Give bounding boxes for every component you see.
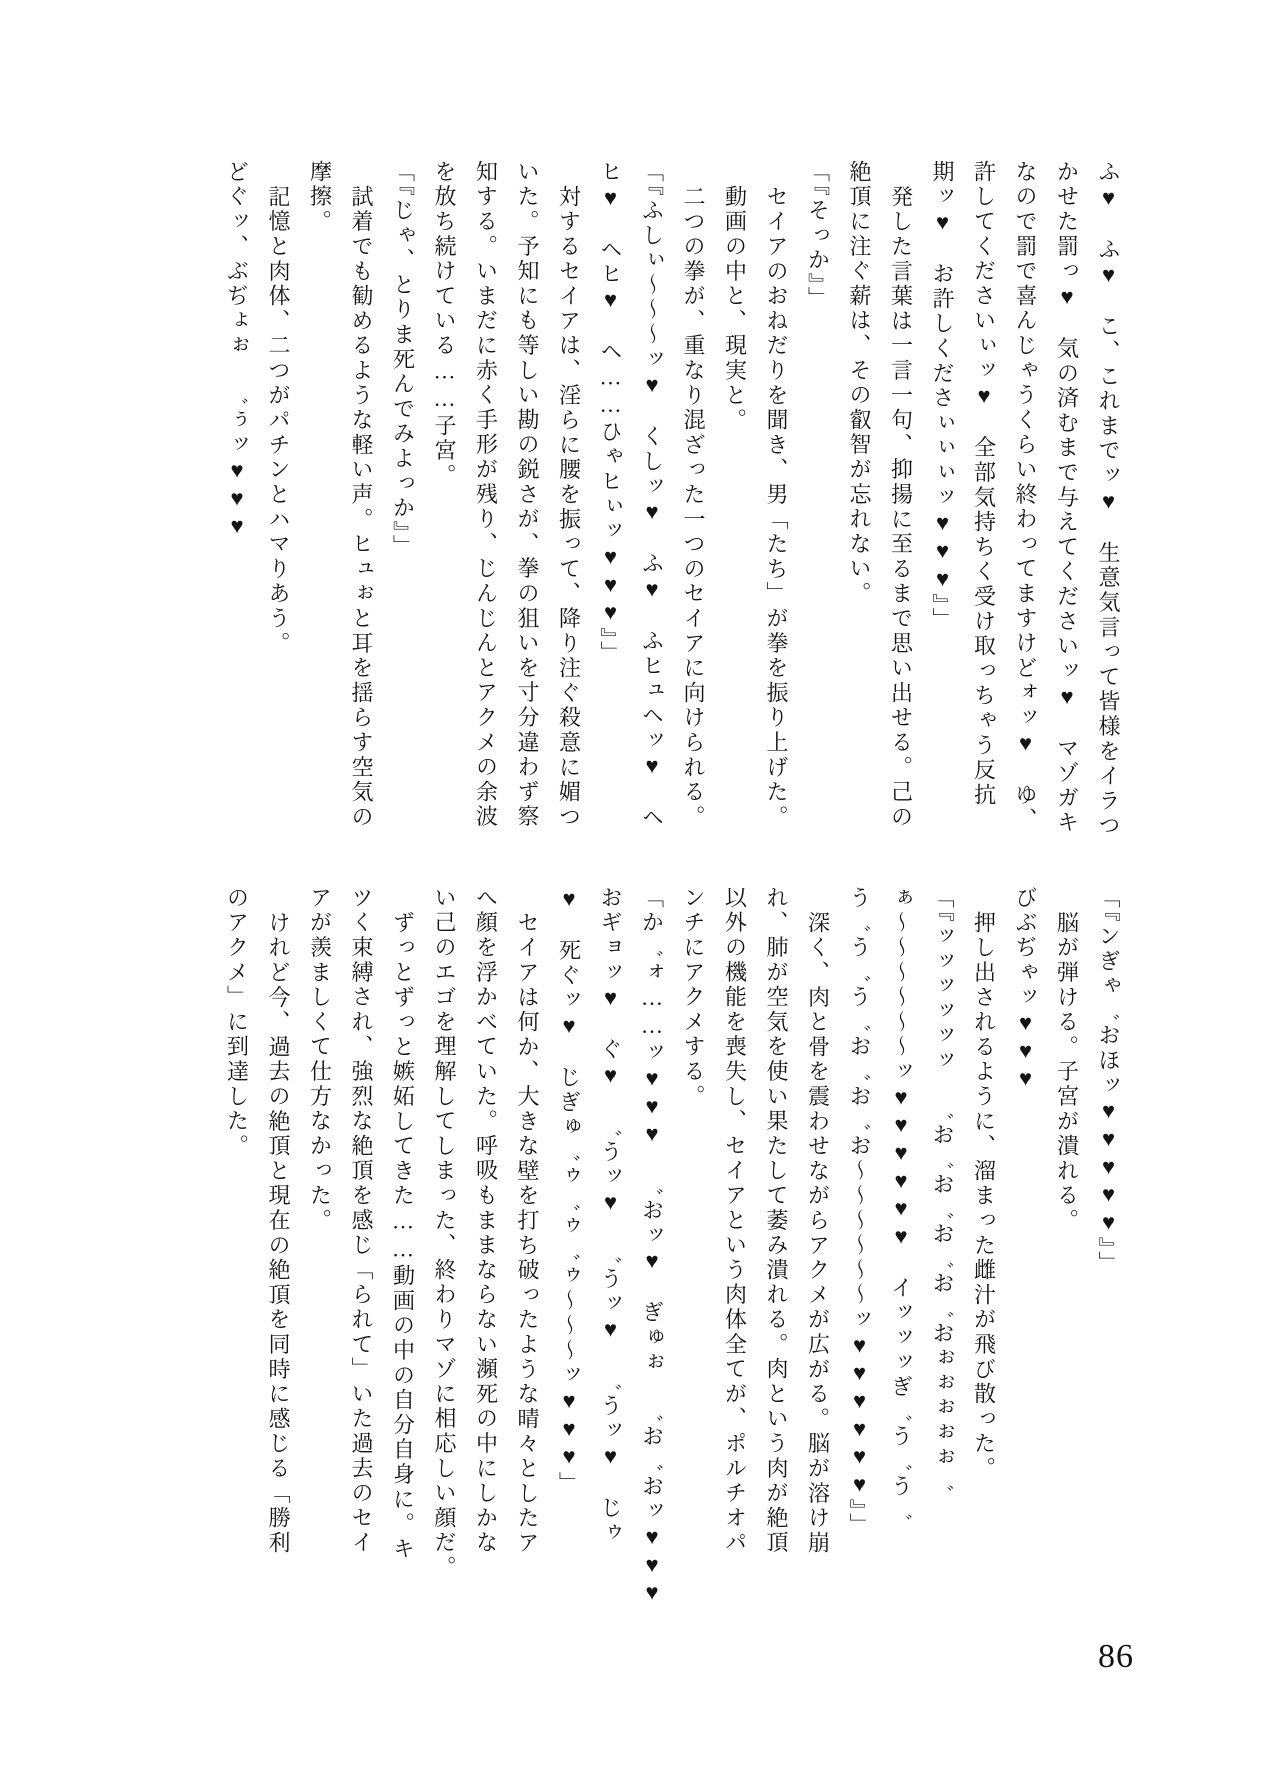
text-column: 深く、肉と骨を震わせながらアクメが広がる。脳が溶け崩 [805,911,831,1556]
text-column: 脳が弾ける。子宮が潰れる。 [1054,911,1080,1234]
text-block-bottom [216,886,1129,1608]
text-column: ふ♥ ふ♥ こ、これまでッ♥ 生意気言って皆様をイラつ [1096,160,1121,839]
text-column: 以外の機能を喪失し、セイアという肉体全てが、ポルチオパ [722,886,748,1556]
text-column: セイアは何か、大きな壁を打ち破ったような晴々としたア [515,911,540,1556]
text-column: 絶頂に注ぐ薪は、その叡智が忘れない。 [847,160,872,607]
text-column: い己のエゴを理解してしまった、終わりマゾに相応しい顔だ。 [432,886,457,1581]
text-column: アが羨ましくて仕方なかった。 [307,886,333,1234]
text-column: 許してくださいぃッ♥ 全部気持ちく受け取っちゃう反抗 [971,160,997,808]
text-column: かせた罰っ♥ 気の済むまで与えてくださいッ♥ マゾガキ [1054,160,1080,836]
text-column: ぁ〜〜〜〜〜〜ッ♥♥♥♥♥♥ イッッッぎ゛う゛う゛ [888,886,914,1524]
text-column: へ顔を浮かべていた。呼吸もままならない瀕死の中にしかな [473,886,499,1556]
text-column: れ、肺が空気を使い果たして萎み潰れる。肉という肉が絶頂 [764,886,789,1556]
text-column: 記憶と肉体、二つがパチンとハマりあう。 [266,185,291,657]
text-column: のアクメ」に到達した。 [224,886,250,1159]
page-number: 86 [1098,1638,1134,1675]
text-column: ずっとずっと嫉妬してきた……動画の中の自分自身に。キ [390,911,416,1562]
text-column: 二つの拳が、重なり混ざった一つのセイアに向けられる。 [681,185,706,830]
text-column: どぐッ、ぶぢょぉ ゛ぅッ♥♥♥ [224,160,250,541]
text-column: 「か゛ォ……ッ♥♥♥ ゛おッ♥ ぎゅぉ ゛お゛おッ♥♥♥ [639,886,665,1608]
text-column: いた。予知にも等しい勘の鋭さが、拳の狙いを寸分違わず察 [515,160,540,830]
text-column: 「『ッッッッッッ ゛お゛お゛お゛お゛おぉぉぉぉぉ゛ [930,886,955,1495]
text-column: 知する。いまだに赤く手形が残り、じんじんとアクメの余波 [473,160,499,830]
text-column: ♥ 死ぐッ♥ じぎゅ゛ゥ゛ゥ゛ゥ〜〜〜ッ♥♥♥」 [556,886,582,1497]
text-block-top [216,160,1129,850]
text-column: 摩擦。 [307,160,333,235]
text-column: けれど今、過去の絶頂と現在の絶頂を同時に感じる「勝利 [266,911,291,1556]
text-column: ヒ♥ ヘヒ♥ ヘ……ひゃヒぃッ♥♥♥』」 [598,160,623,666]
text-column: 動画の中と、現実と。 [722,185,748,433]
text-column: セイアのおねだりを聞き、男「たち」が拳を振り上げた。 [764,185,789,830]
text-column: 発した言葉は一言一句、抑揚に至るまで思い出せる。己の [888,185,914,830]
text-column: ツく束縛され、強烈な絶頂を感じ「られて」いた過去のセイ [349,886,374,1556]
text-column: 試着でも勧めるような軽い声。ヒュぉと耳を揺らす空気の [349,185,374,830]
text-column: 対するセイアは、淫らに腰を振って、降り注ぐ殺意に媚つ [556,185,582,830]
text-column: 「『じゃ、とりま死んでみよっか』」 [390,160,416,560]
text-column: ンチにアクメする。 [681,886,706,1110]
text-column: を放ち続けている……子宮。 [432,160,457,489]
text-column: 期ッ♥ お許しくださぃぃぃッ♥♥♥』」 [930,160,955,633]
text-column: おギョッ♥ ぐ♥ ゛うッ♥ ゛うッ♥ ゛うッ♥ じゥ [598,886,623,1546]
text-column: う゛う゛う゛お゛お゛お〜〜〜〜〜〜ッ♥♥♥♥♥♥』」 [847,886,872,1538]
text-column: 「『そっか』」 [805,160,831,312]
text-column: 押し出されるように、溜まった雌汁が飛び散った。 [971,911,997,1482]
text-column: びぶぢゃッ♥♥♥ [1013,886,1038,1094]
text-column: なので罰で喜んじゃうくらい終わってますけどォッ♥ ゆ、 [1013,160,1038,833]
text-column: 「『ンぎゃ゛おほッ♥♥♥♥♥』」 [1096,886,1121,1276]
text-column: 「『ふしぃ〜〜〜ッ♥ くしッ♥ ふ♥ ふヒュヘッ♥ ヘ [639,160,665,831]
